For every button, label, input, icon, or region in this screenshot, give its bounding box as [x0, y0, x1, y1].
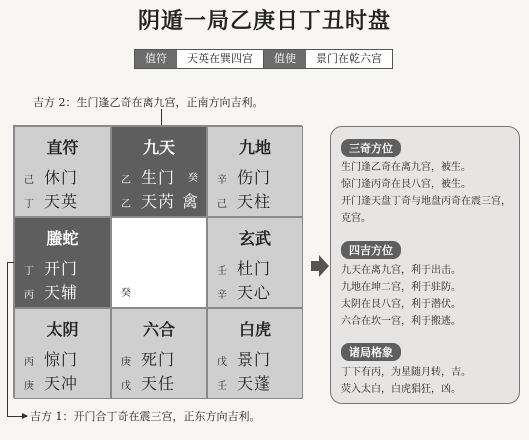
- palace-zhen: [14, 217, 111, 308]
- palace-dui: [207, 217, 303, 308]
- section-line: 开门逢天盘丁奇与地盘丙奇在震三宫，克宫。: [341, 196, 511, 224]
- palace-stem: 戊: [121, 381, 131, 392]
- section-line: 生门逢乙奇在离九宫，被生。: [341, 162, 471, 173]
- section-geju-text: [341, 364, 515, 398]
- section-title-sanqi: 三奇方位: [341, 139, 401, 157]
- palace-star: 天柱: [237, 192, 272, 211]
- section-line: 六合在坎一宫，利于搬逃。: [341, 316, 461, 327]
- section-sanqi-text: [341, 159, 515, 227]
- palace-door: 死门: [141, 350, 176, 369]
- palace-door: 伤门: [237, 168, 272, 187]
- zhifu-label: 值符: [135, 50, 177, 68]
- palace-god: 太阴: [46, 320, 79, 339]
- palace-stem: 乙: [121, 199, 131, 210]
- page-title: 阴遁一局乙庚日丁丑时盘: [137, 9, 391, 34]
- palace-star: 天心: [237, 283, 272, 302]
- palace-side-stem: 癸: [188, 173, 198, 184]
- auspicious-note-1: 吉方 1：开门合丁奇在震三宫，正东方向吉利。: [30, 410, 261, 423]
- palace-stem: 己: [24, 175, 34, 186]
- palace-stem: 辛: [217, 290, 227, 301]
- palace-god: 直符: [46, 138, 79, 157]
- palace-god: 九地: [238, 138, 271, 157]
- palace-star: 天冲: [44, 374, 79, 393]
- section-line: 惊门逢丙奇在艮八宫，被生。: [341, 179, 471, 190]
- section-title-siji: 四吉方位: [341, 241, 401, 259]
- leader-line-left: [7, 262, 8, 416]
- palace-god: 九天: [142, 138, 175, 157]
- palace-kun: [207, 126, 303, 217]
- palace-stem: 辛: [217, 175, 227, 186]
- info-panel: [330, 126, 520, 404]
- palace-god: 白虎: [238, 320, 271, 339]
- palace-qian: [207, 308, 303, 399]
- palace-stem: 庚: [24, 381, 34, 392]
- palace-door: 开门: [44, 259, 79, 278]
- zhifu-value: 天英在巽四宫: [177, 50, 264, 68]
- palace-stem: 丙: [24, 357, 34, 368]
- section-line: 九天在离九宫，利于出击。: [341, 265, 461, 276]
- section-siji-text: [341, 262, 515, 330]
- section-line: 丁下有丙，为星随月转，吉。: [341, 367, 471, 378]
- palace-star: 天芮: [141, 192, 176, 211]
- section-line: 荧入太白，白虎猖狂，凶。: [341, 384, 461, 395]
- palace-door: 生门: [141, 168, 176, 187]
- palace-star: 天蓬: [237, 374, 272, 393]
- section-line: 九地在坤二宫，利于驻防。: [341, 282, 461, 293]
- leader-line-top: [161, 109, 162, 126]
- info-bar: [134, 49, 393, 69]
- palace-god: 螣蛇: [46, 229, 79, 248]
- qimen-grid: [13, 125, 302, 398]
- palace-stem: 乙: [121, 175, 131, 186]
- leader-arrowhead: [22, 413, 28, 419]
- palace-xun: [14, 126, 111, 217]
- arrow-right-icon: [311, 255, 329, 277]
- palace-stem: 壬: [217, 266, 227, 277]
- palace-stem: 丙: [24, 290, 34, 301]
- palace-kan: [111, 308, 207, 399]
- zhishi-value: 景门在乾六宫: [306, 50, 392, 68]
- section-line: 太阴在艮八宫，利于潜伏。: [341, 299, 461, 310]
- palace-center: [111, 217, 207, 308]
- palace-gen: [14, 308, 111, 399]
- palace-li: [111, 126, 207, 217]
- auspicious-note-2: 吉方 2：生门逢乙奇在离九宫，正南方向吉利。: [33, 96, 264, 109]
- palace-door: 休门: [44, 168, 79, 187]
- palace-door: 杜门: [237, 259, 272, 278]
- palace-stem: 己: [217, 199, 227, 210]
- palace-god: 玄武: [238, 229, 271, 248]
- leader-line-left-top: [7, 262, 14, 263]
- palace-stem: 戊: [217, 357, 227, 368]
- palace-stem: 壬: [217, 381, 227, 392]
- palace-god: 六合: [142, 320, 175, 339]
- palace-stem: 丁: [24, 199, 34, 210]
- palace-stem: 庚: [121, 357, 131, 368]
- palace-star: 天辅: [44, 283, 79, 302]
- palace-door: 惊门: [44, 350, 79, 369]
- palace-star: 天英: [44, 192, 79, 211]
- zhishi-label: 值使: [264, 50, 306, 68]
- palace-door: 景门: [237, 350, 272, 369]
- section-title-geju: 诸局格象: [341, 343, 401, 361]
- center-stem: 癸: [121, 288, 131, 299]
- palace-stem: 丁: [24, 266, 34, 277]
- palace-side-star: 禽: [181, 192, 198, 211]
- palace-star: 天任: [141, 374, 176, 393]
